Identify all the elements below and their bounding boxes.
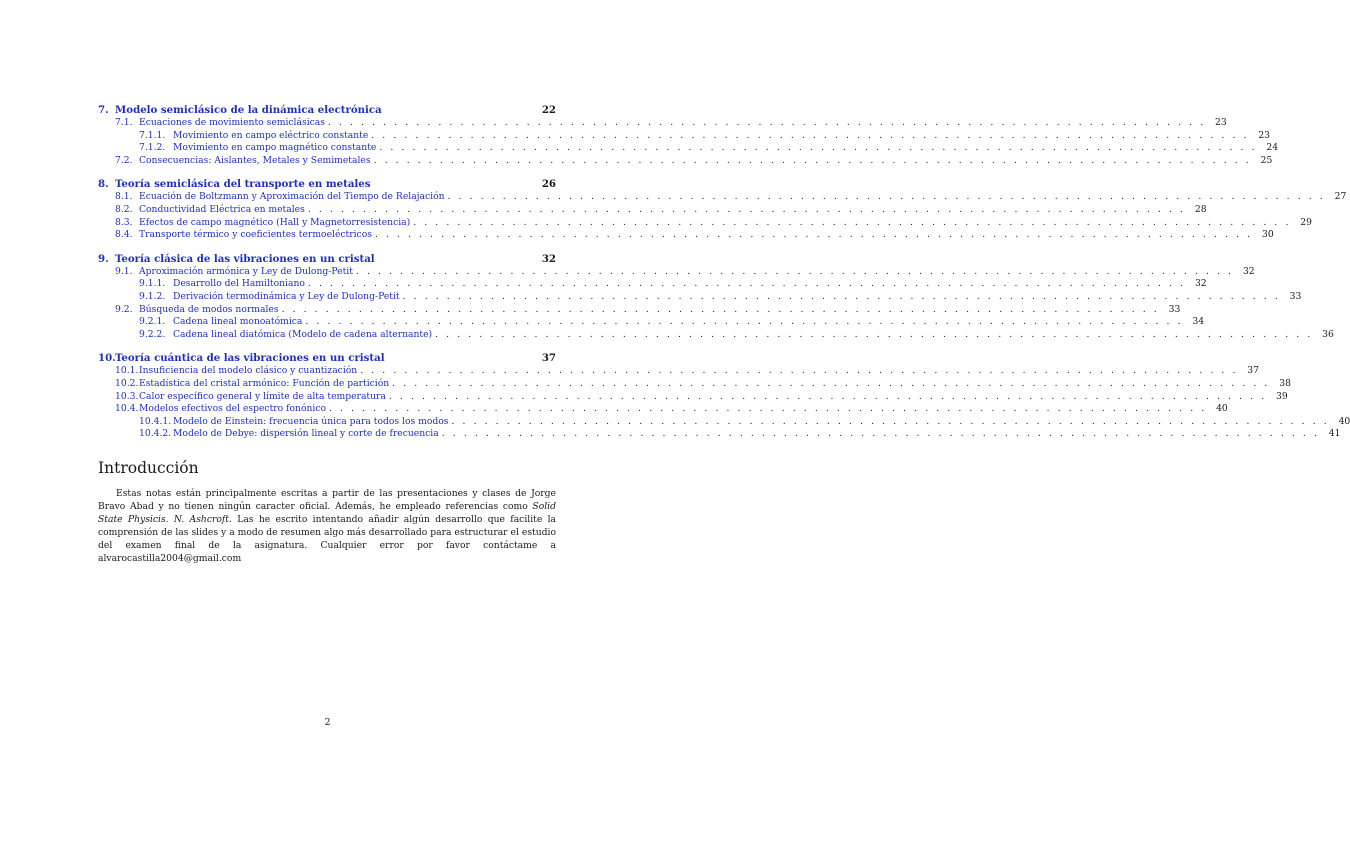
introduction-heading: Introducción xyxy=(98,459,199,477)
toc-leader-dots: . . . . . . . . . . . . . . . . . . . . . . . . . . . . . . . . . . . . . . . . . . . . . . . . . . . . . . . . . . . . . . . . . . . . . . . . . . . . . . . . xyxy=(355,265,1234,277)
toc-entry-page: 41 xyxy=(1328,428,1341,440)
toc-entry-page: 39 xyxy=(1275,390,1288,402)
toc-leader-dots: . . . . . . . . . . . . . . . . . . . . . . . . . . . . . . . . . . . . . . . . . . . . . . . . . . . . . . . . . . . . . . . . . . . . . . . . . . . . . . . . xyxy=(392,377,1270,389)
toc-entry-page: 32 xyxy=(1194,278,1207,290)
toc-section-page: 22 xyxy=(541,104,556,116)
toc-entry-page: 36 xyxy=(1322,328,1334,340)
toc-entry-page: 40 xyxy=(1338,415,1350,427)
toc-leader-dots: . . . . . . . . . . . . . . . . . . . . . . . . . . . . . . . . . . . . . . . . . . . . . . . . . . . . . . . . . . . . . . . . . . . . . . . . . . . . . . . . xyxy=(360,365,1238,377)
toc-entry-page: 23 xyxy=(1258,129,1271,141)
toc-section-title[interactable]: Teoría semiclásica del transporte en metales xyxy=(115,178,371,191)
toc-section-page: 32 xyxy=(541,252,556,265)
toc-section-number: 9. xyxy=(98,252,109,265)
toc-subsection[interactable] xyxy=(98,229,1274,242)
toc-subsection[interactable] xyxy=(98,216,1312,230)
toc-subsection[interactable] xyxy=(98,154,1273,168)
introduction-paragraph xyxy=(98,488,556,565)
toc-subsubsection[interactable] xyxy=(98,129,1271,143)
toc-entry-page: 23 xyxy=(1215,117,1227,128)
toc-leader-dots: . . . . . . . . . . . . . . . . . . . . . . . . . . . . . . . . . . . . . . . . . . . . . . . . . . . . . . . . . . . . . . . . . . . . . . . . . . . . . . . . xyxy=(435,328,1313,340)
toc-entry-page: 32 xyxy=(1242,265,1255,277)
toc-entry-title[interactable]: Cadena lineal diatómica (Modelo de cadena alternante) xyxy=(173,328,433,340)
toc-entry-number: 8.1. xyxy=(115,191,133,203)
toc-entry-number: 10.2. xyxy=(115,377,139,389)
toc-entry-page: 38 xyxy=(1279,377,1291,389)
toc-entry-title[interactable]: Movimiento en campo magnético constante xyxy=(173,142,377,154)
toc-entry-number: 7.2. xyxy=(115,154,133,166)
toc-section-number: 10. xyxy=(98,352,116,365)
toc-section[interactable] xyxy=(98,103,556,117)
toc-leader-dots: . . . . . . . . . . . . . . . . . . . . . . . . . . . . . . . . . . . . . . . . . . . . . . . . . . . . . . . . . . . . . . . . . . . . . . . . . . . . . . . . xyxy=(388,390,1267,402)
toc-entry-page: 37 xyxy=(1247,365,1259,377)
toc-entry-page: 33 xyxy=(1289,290,1302,302)
toc-entry-title[interactable]: Estadística del cristal armónico: Función de partición xyxy=(139,377,390,389)
toc-entry-page: 34 xyxy=(1192,316,1205,328)
toc-entry-number: 10.1. xyxy=(115,365,139,377)
toc-subsubsection[interactable] xyxy=(98,316,1205,329)
toc-entry-page: 30 xyxy=(1262,229,1274,241)
toc-subsubsection[interactable] xyxy=(98,328,1334,342)
toc-entry-number: 8.2. xyxy=(115,203,133,215)
toc-entry-title[interactable]: Modelo de Einstein: frecuencia única para todos los modos xyxy=(173,415,449,427)
toc-entry-page: 27 xyxy=(1334,191,1347,203)
toc-subsection[interactable] xyxy=(98,117,1227,130)
toc-entry-number: 8.4. xyxy=(115,229,133,241)
toc-section-number: 8. xyxy=(98,178,109,191)
toc-subsection[interactable] xyxy=(98,365,1259,378)
toc-leader-dots: . . . . . . . . . . . . . . . . . . . . . . . . . . . . . . . . . . . . . . . . . . . . . . . . . . . . . . . . . . . . . . . . . . . . . . . . . . . . . . . . xyxy=(307,278,1186,290)
toc-leader-dots: . . . . . . . . . . . . . . . . . . . . . . . . . . . . . . . . . . . . . . . . . . . . . . . . . . . . . . . . . . . . . . . . . . . . . . . . . . . . . . . . xyxy=(373,154,1252,166)
toc-entry-page: 33 xyxy=(1168,303,1181,315)
toc-entry-page: 24 xyxy=(1266,142,1279,154)
toc-entry-number: 10.4. xyxy=(115,403,139,415)
toc-entry-title[interactable]: Modelo de Debye: dispersión lineal y corte de frecuencia xyxy=(173,428,439,440)
toc-entry-title[interactable]: Calor específico general y límite de alta temperatura xyxy=(139,390,386,402)
toc-entry-title[interactable]: Conductividad Eléctrica en metales xyxy=(139,203,305,215)
page-number: 2 xyxy=(324,717,331,728)
toc-leader-dots: . . . . . . . . . . . . . . . . . . . . . . . . . . . . . . . . . . . . . . . . . . . . . . . . . . . . . . . . . . . . . . . . . . . . . . . . . . . . . . . . xyxy=(307,203,1186,215)
toc-entry-title[interactable]: Desarrollo del Hamiltoniano xyxy=(173,278,305,290)
toc-section-page: 37 xyxy=(541,352,556,365)
toc-entry-title[interactable]: Búsqueda de modos normales xyxy=(139,303,279,315)
toc-entry-title[interactable]: Ecuación de Boltzmann y Aproximación del Tiempo de Relajación xyxy=(139,191,445,203)
toc-entry-number: 7.1. xyxy=(115,117,133,128)
toc-entry-number: 8.3. xyxy=(115,216,133,228)
toc-entry-title[interactable]: Efectos de campo magnético (Hall y Magnetorresistencia) xyxy=(139,216,411,228)
toc-entry-title[interactable]: Derivación termodinámica y Ley de Dulong-Petit xyxy=(173,290,400,302)
toc-subsubsection[interactable] xyxy=(98,278,1207,291)
toc-leader-dots: . . . . . . . . . . . . . . . . . . . . . . . . . . . . . . . . . . . . . . . . . . . . . . . . . . . . . . . . . . . . . . . . . . . . . . . . . . . . . . . . xyxy=(374,229,1253,241)
toc-subsection[interactable] xyxy=(98,265,1255,279)
toc-subsection[interactable] xyxy=(98,403,1228,416)
toc-entry-number: 9.2.1. xyxy=(139,316,166,328)
toc-entry-title[interactable]: Modelos efectivos del espectro fonónico xyxy=(139,403,327,415)
toc-section[interactable] xyxy=(98,177,556,191)
toc-entry-number: 7.1.2. xyxy=(139,142,166,154)
toc-entry-number: 7.1.1. xyxy=(139,129,166,141)
toc-entry-number: 9.1. xyxy=(115,265,133,277)
toc-leader-dots: . . . . . . . . . . . . . . . . . . . . . . . . . . . . . . . . . . . . . . . . . . . . . . . . . . . . . . . . . . . . . . . . . . . . . . . . . . . . . . . . xyxy=(281,303,1160,315)
toc-leader-dots: . . . . . . . . . . . . . . . . . . . . . . . . . . . . . . . . . . . . . . . . . . . . . . . . . . . . . . . . . . . . . . . . . . . . . . . . . . . . . . . . xyxy=(451,415,1330,427)
toc-entry-title[interactable]: Insuficiencia del modelo clásico y cuantización xyxy=(139,365,358,377)
toc-leader-dots: . . . . . . . . . . . . . . . . . . . . . . . . . . . . . . . . . . . . . . . . . . . . . . . . . . . . . . . . . . . . . . . . . . . . . . . . . . . . . . . . xyxy=(441,428,1320,440)
toc-section-page: 26 xyxy=(541,178,556,191)
toc-leader-dots: . . . . . . . . . . . . . . . . . . . . . . . . . . . . . . . . . . . . . . . . . . . . . . . . . . . . . . . . . . . . . . . . . . . . . . . . . . . . . . . . xyxy=(447,191,1326,203)
intro-text-1: Estas notas están principalmente escritas a partir de las presentaciones y clases de Jorge Bravo Abad y no tienen ningún caracter oficial. Además, he empleado referencias como xyxy=(98,488,556,512)
toc-leader-dots: . . . . . . . . . . . . . . . . . . . . . . . . . . . . . . . . . . . . . . . . . . . . . . . . . . . . . . . . . . . . . . . . . . . . . . . . . . . . . . . . xyxy=(379,142,1258,154)
toc-subsection[interactable] xyxy=(98,390,1288,404)
intro-text-2: . Las he escrito intentando añadir algún desarrollo que facilite la comprensión de las slides y a modo de resumen algo más desarrollado para estructurar el estudio del examen final de la asignatura. Cualquier error por favor contáctame a alvarocastilla2004@gmail.com xyxy=(98,513,556,564)
toc-leader-dots: . . . . . . . . . . . . . . . . . . . . . . . . . . . . . . . . . . . . . . . . . . . . . . . . . . . . . . . . . . . . . . . . . . . . . . . . . . . . . . . . xyxy=(329,403,1207,415)
toc-section[interactable] xyxy=(98,252,556,266)
toc-section-title[interactable]: Teoría cuántica de las vibraciones en un cristal xyxy=(115,352,385,365)
toc-subsection[interactable] xyxy=(98,303,1181,317)
toc-leader-dots: . . . . . . . . . . . . . . . . . . . . . . . . . . . . . . . . . . . . . . . . . . . . . . . . . . . . . . . . . . . . . . . . . . . . . . . . . . . . . . . . xyxy=(413,216,1291,228)
toc-entry-number: 9.2.2. xyxy=(139,328,166,340)
toc-entry-title[interactable]: Movimiento en campo eléctrico constante xyxy=(173,129,369,141)
toc-leader-dots: . . . . . . . . . . . . . . . . . . . . . . . . . . . . . . . . . . . . . . . . . . . . . . . . . . . . . . . . . . . . . . . . . . . . . . . . . . . . . . . . xyxy=(371,129,1250,141)
toc-leader-dots: . . . . . . . . . . . . . . . . . . . . . . . . . . . . . . . . . . . . . . . . . . . . . . . . . . . . . . . . . . . . . . . . . . . . . . . . . . . . . . . . xyxy=(327,117,1206,128)
toc-section-title[interactable]: Teoría clásica de las vibraciones en un cristal xyxy=(115,252,375,265)
book-title: Solid State Physicis. N. Ashcroft xyxy=(98,500,556,525)
toc-subsubsection[interactable] xyxy=(98,428,1341,441)
toc-entry-page: 28 xyxy=(1194,203,1207,215)
toc-entry-title[interactable]: Ecuaciones de movimiento semiclásicas xyxy=(139,117,325,128)
toc-subsubsection[interactable] xyxy=(98,142,1279,155)
toc-entry-page: 29 xyxy=(1300,216,1312,228)
toc-entry-number: 9.1.2. xyxy=(139,290,166,302)
toc-entry-page: 40 xyxy=(1216,403,1228,415)
toc-leader-dots: . . . . . . . . . . . . . . . . . . . . . . . . . . . . . . . . . . . . . . . . . . . . . . . . . . . . . . . . . . . . . . . . . . . . . . . . . . . . . . . . xyxy=(402,290,1281,302)
toc-section[interactable] xyxy=(98,351,556,365)
toc-entry-title[interactable]: Transporte térmico y coeficientes termoeléctricos xyxy=(139,229,372,241)
toc-entry-number: 9.2. xyxy=(115,303,133,315)
toc-entry-number: 10.3. xyxy=(115,390,139,402)
toc-entry-page: 25 xyxy=(1260,154,1273,166)
toc-entry-title[interactable]: Cadena lineal monoatómica xyxy=(173,316,303,328)
table-of-contents xyxy=(98,103,1350,441)
toc-entry-number: 9.1.1. xyxy=(139,278,166,290)
toc-subsection[interactable] xyxy=(98,203,1207,217)
toc-subsubsection[interactable] xyxy=(98,415,1350,429)
toc-subsection[interactable] xyxy=(98,191,1347,204)
toc-leader-dots: . . . . . . . . . . . . . . . . . . . . . . . . . . . . . . . . . . . . . . . . . . . . . . . . . . . . . . . . . . . . . . . . . . . . . . . . . . . . . . . . xyxy=(305,316,1184,328)
toc-entry-number: 10.4.1. xyxy=(139,415,172,427)
toc-subsubsection[interactable] xyxy=(98,290,1302,304)
toc-entry-number: 10.4.2. xyxy=(139,428,172,440)
toc-subsection[interactable] xyxy=(98,377,1291,391)
toc-entry-title[interactable]: Consecuencias: Aislantes, Metales y Semimetales xyxy=(139,154,371,166)
toc-section-title[interactable]: Modelo semiclásico de la dinámica electrónica xyxy=(115,104,382,116)
toc-section-number: 7. xyxy=(98,104,109,116)
toc-entry-title[interactable]: Aproximación armónica y Ley de Dulong-Petit xyxy=(139,265,353,277)
